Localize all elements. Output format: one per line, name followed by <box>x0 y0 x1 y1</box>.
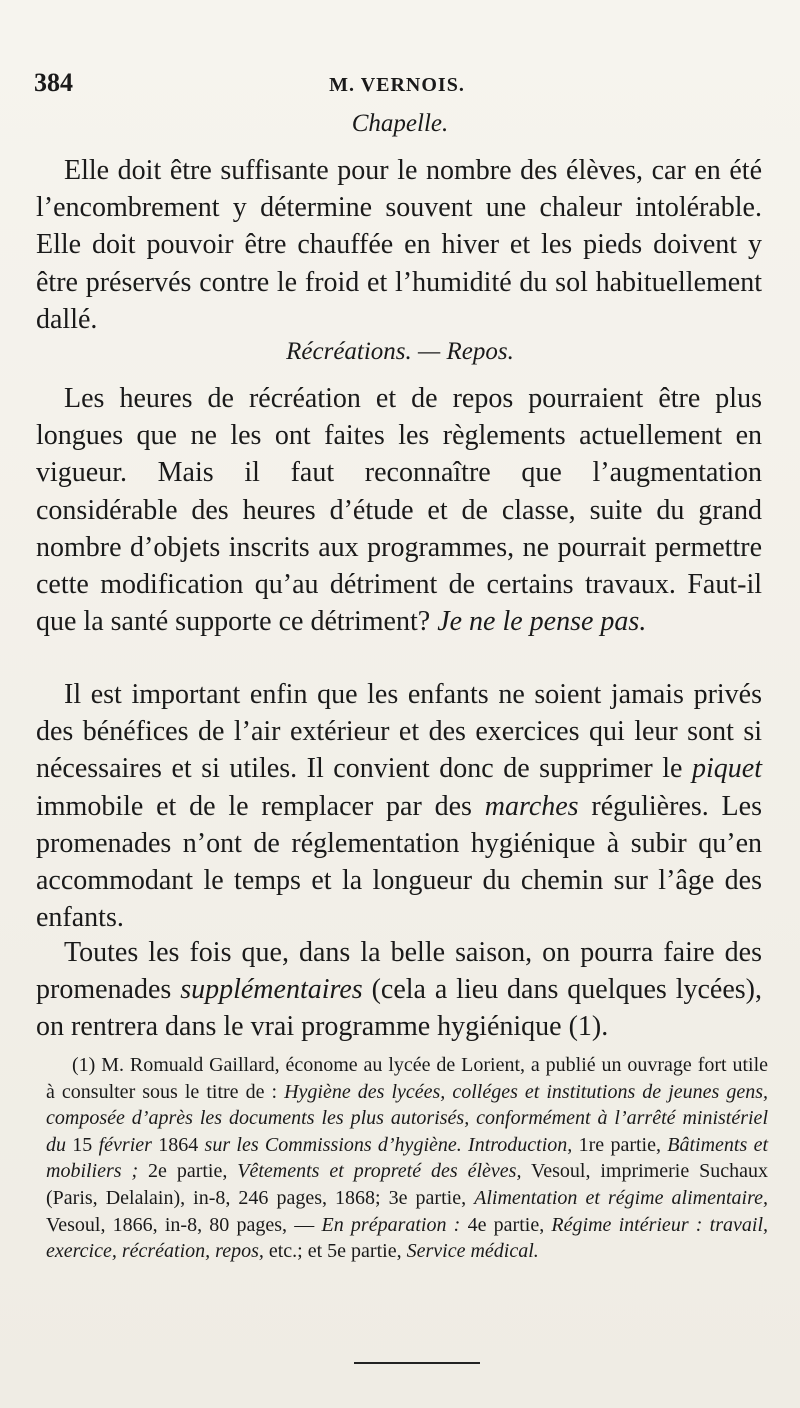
section-title-recreations: Récréations. — Repos. <box>286 338 514 365</box>
paragraph-recreations: Les heures de récréation et de repos pourraient être plus longues que ne les ont faites les règlements actuellement en vigueur. Mais il faut reconnaître que l’augmentation considérable des heures d’étude et de classe, suite du grand nombre d’objets inscrits aux programmes, ne pourrait permettre cette modification qu’au détriment de certains travaux. Faut-il que la santé supporte ce détriment? Je ne le pense pas. <box>36 383 762 638</box>
section-title-chapelle: Chapelle. <box>351 110 449 137</box>
running-head: M. VERNOIS. <box>329 74 465 96</box>
paragraph-promenades: Toutes les fois que, dans la belle saison, on pourra faire des promenades supplémentaires (cela a lieu dans quelques lycées), on rentrera dans le vrai programme hygiénique (1). <box>36 937 762 1043</box>
footnote: (1) M. Romuald Gaillard, économe au lycée de Lorient, a publié un ouvrage fort utile à consulter sous le titre de : Hygiène des lycées, colléges et institutions de jeunes gens, composée d’après les documents les plus autorisés, conformément à l’arrêté ministériel du 15 février 1864 sur les Commissions d’hygiène. Introduction, 1re partie, Bâtiments et mobiliers ; 2e partie, Vêtements et propreté des élèves, Vesoul, imprimerie Suchaux (Paris, Delalain), in-8, 246 pages, 1868; 3e partie, Alimentation et régime alimentaire, Vesoul, 1866, in-8, 80 pages, — En préparation : 4e partie, Régime intérieur : travail, exercice, récréation, repos, etc.; et 5e partie, Service médical. <box>46 1054 769 1263</box>
paragraph-chapelle: Elle doit être suffisante pour le nombre des élèves, car en été l’encombrement y détermine souvent une chaleur intolérable. Elle doit pouvoir être chauffée en hiver et les pieds doivent y être préservés contre le froid et l’humidité du sol habituellement dallé. <box>36 155 762 335</box>
paragraph-exterior-air: Il est important enfin que les enfants ne soient jamais privés des bénéfices de l’air extérieur et des exercices qui leur sont si nécessaires et si utiles. Il convient donc de supprimer le piquet immobile et de le remplacer par des marches régulières. Les promenades n’ont de réglementation hygiénique à subir qu’en accommodant le temps et la longueur du chemin sur l’âge des enfants. <box>36 679 762 934</box>
page-number: 384 <box>34 68 73 97</box>
footnote-marker: (1) <box>72 1054 96 1076</box>
bottom-rule <box>354 1362 480 1364</box>
page-header <box>34 68 760 104</box>
